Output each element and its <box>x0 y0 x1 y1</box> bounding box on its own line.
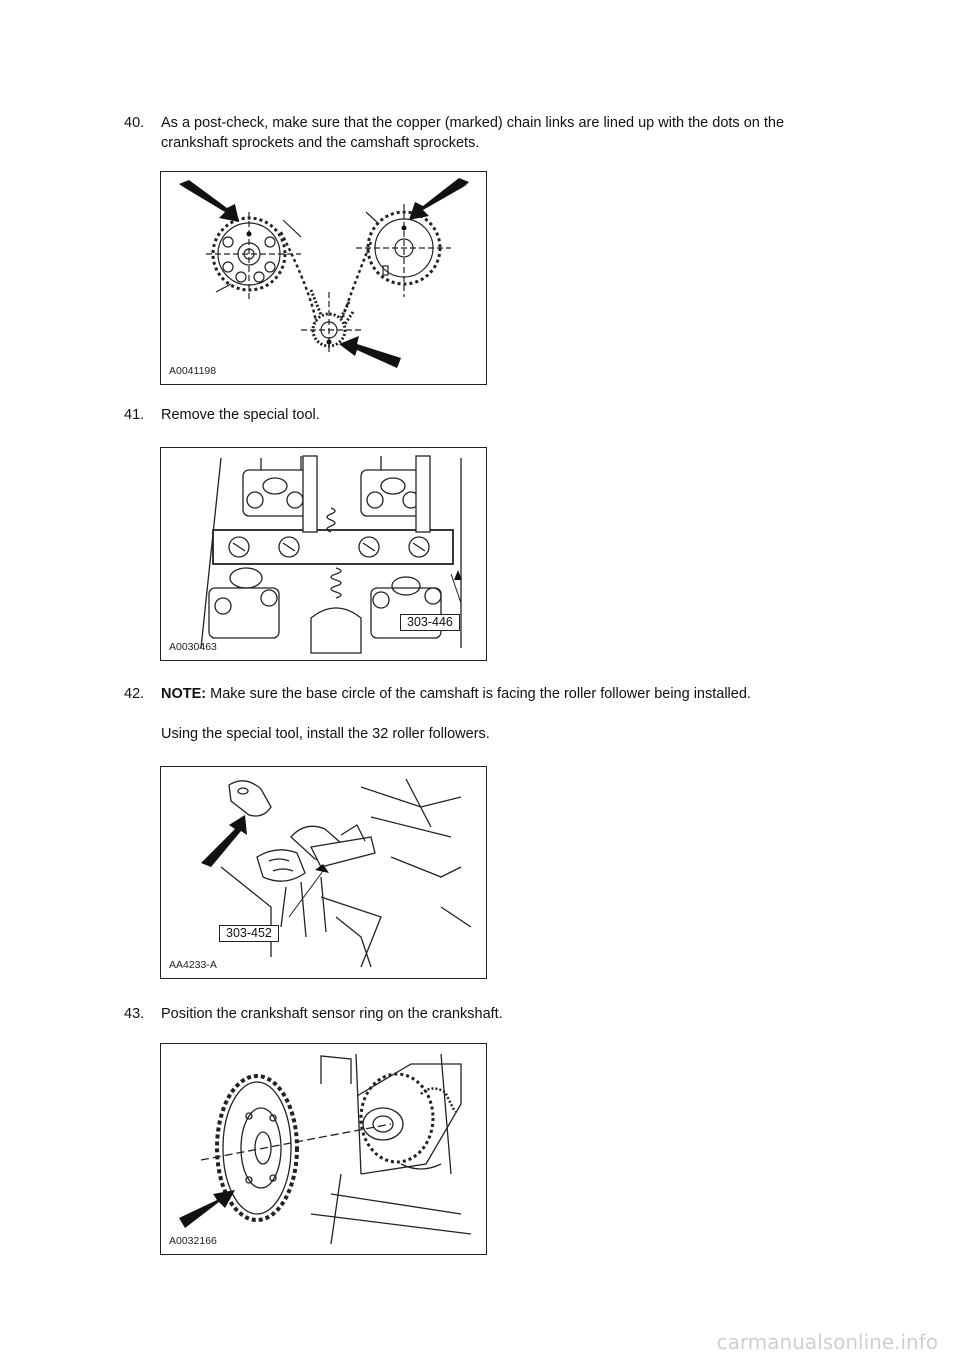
roller-follower-illustration <box>161 767 487 979</box>
watermark: carmanualsonline.info <box>716 1330 938 1354</box>
step-text: Remove the special tool. <box>161 407 320 423</box>
figure-timing-chain-alignment <box>160 171 487 385</box>
step-text: As a post-check, make sure that the copper (marked) chain links are lined up with the dots on the crankshaft sprockets and the camshaft sprockets. <box>161 115 785 151</box>
figure-code: A0030463 <box>169 641 217 653</box>
step-42 <box>124 684 844 744</box>
figure-special-tool-removal <box>160 447 487 661</box>
step-text: Position the crankshaft sensor ring on the crankshaft. <box>161 1006 503 1022</box>
step-number: 40. <box>124 115 145 131</box>
step-43 <box>124 1004 844 1024</box>
note-label: NOTE: <box>161 686 207 702</box>
step-41 <box>124 405 844 425</box>
sensor-ring-illustration <box>161 1044 487 1255</box>
step-note <box>161 684 844 704</box>
step-40 <box>124 113 844 153</box>
figure-roller-follower-install <box>160 766 487 979</box>
tool-label: 303-452 <box>219 925 279 942</box>
figure-crankshaft-sensor-ring <box>160 1043 487 1255</box>
figure-code: A0032166 <box>169 1235 217 1247</box>
timing-chain-illustration <box>161 172 487 385</box>
step-number: 42. <box>124 686 145 702</box>
note-text: Make sure the base circle of the camshaft is facing the roller follower being installed. <box>210 686 751 702</box>
step-text: Using the special tool, install the 32 roller followers. <box>161 726 490 742</box>
figure-code: A0041198 <box>169 365 217 377</box>
step-number: 43. <box>124 1006 145 1022</box>
step-number: 41. <box>124 407 145 423</box>
tool-label: 303-446 <box>400 614 460 631</box>
figure-code: AA4233-A <box>169 959 217 971</box>
